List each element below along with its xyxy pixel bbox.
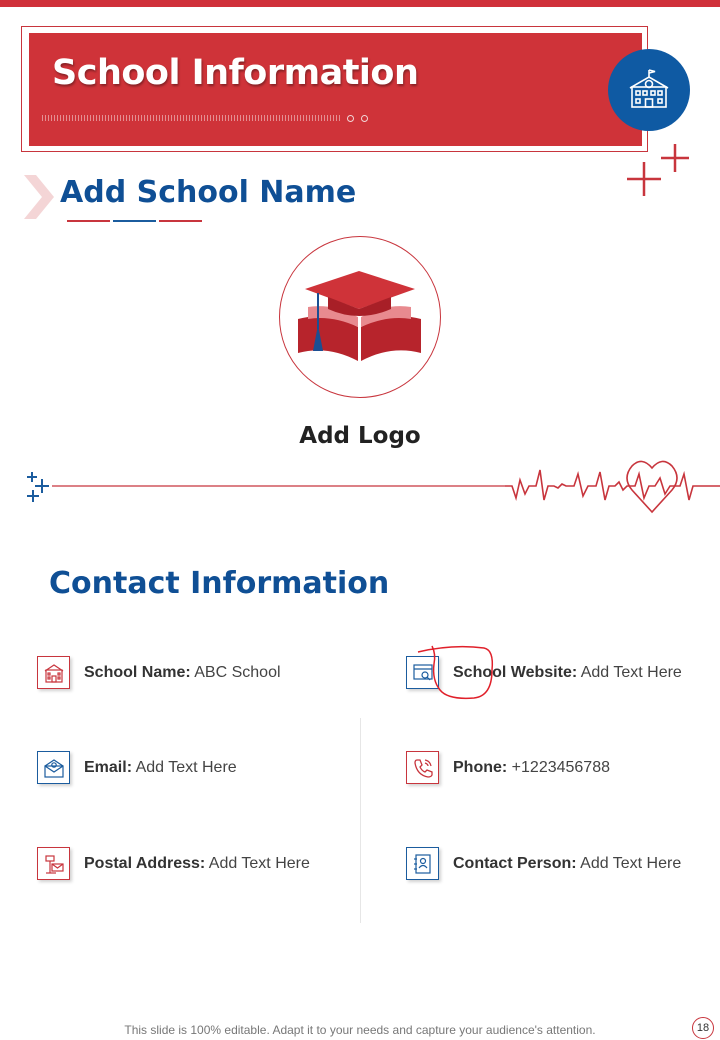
phone-icon (406, 751, 439, 784)
school-badge (608, 49, 690, 131)
contact-school-name (37, 656, 281, 689)
contact-info-heading: Contact Information (49, 566, 390, 601)
contact-email (37, 751, 237, 784)
plus-decoration-icon (624, 143, 694, 199)
school-building-icon (626, 67, 672, 113)
contact-text: Postal Address: Add Text Here (84, 854, 310, 872)
page-title: School Information (52, 53, 419, 93)
contact-person (406, 847, 681, 880)
graduation-cap-book-icon (280, 237, 439, 396)
title-banner (29, 33, 642, 146)
contact-book-icon (406, 847, 439, 880)
contact-phone (406, 751, 610, 784)
contact-text: Email: Add Text Here (84, 758, 237, 776)
contact-text: School Name: ABC School (84, 663, 281, 681)
footer-note: This slide is 100% editable. Adapt it to your needs and capture your audience's attention. (124, 1023, 596, 1037)
top-accent-stripe (0, 0, 720, 7)
mailbox-icon (37, 847, 70, 880)
contact-postal-address (37, 847, 310, 880)
school-building-icon (37, 656, 70, 689)
logo-placeholder[interactable] (279, 236, 441, 398)
column-divider (360, 718, 361, 923)
heading-underline (159, 220, 202, 222)
contact-text: School Website: Add Text Here (453, 663, 682, 681)
heading-underline (113, 220, 156, 222)
banner-dot (347, 115, 354, 122)
page-number: 18 (692, 1017, 714, 1039)
chevron-right-icon (24, 175, 54, 219)
heading-underline (67, 220, 110, 222)
banner-decorative-lines (42, 115, 342, 121)
contact-text: Phone: +1223456788 (453, 758, 610, 776)
school-name-heading: Add School Name (60, 175, 357, 210)
banner-dot (361, 115, 368, 122)
contact-text: Contact Person: Add Text Here (453, 854, 682, 872)
email-envelope-icon (37, 751, 70, 784)
heartbeat-divider (0, 456, 720, 516)
logo-label: Add Logo (299, 423, 421, 449)
hand-drawn-annotation-mark (412, 640, 502, 704)
